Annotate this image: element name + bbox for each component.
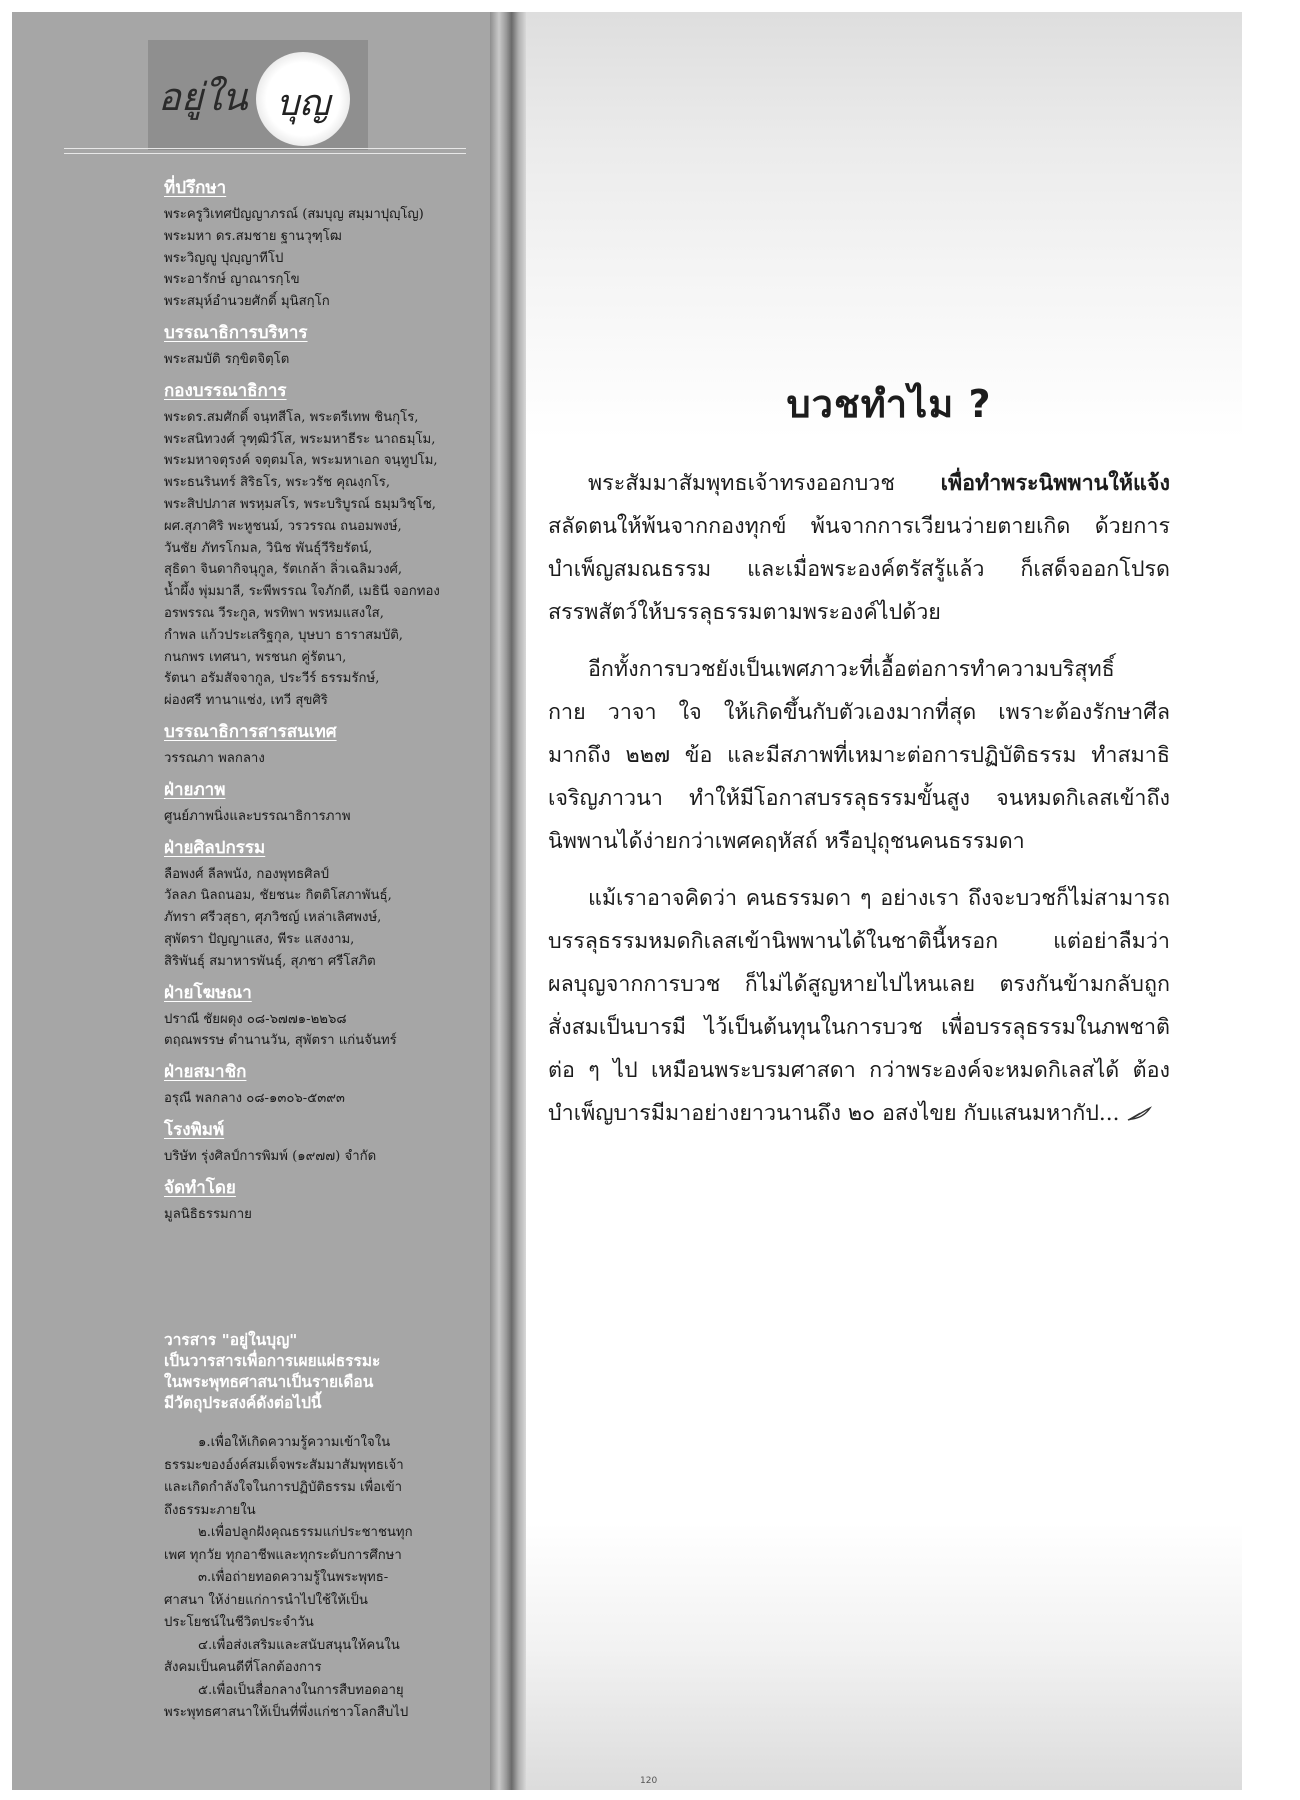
credits-section-heading: ฝ่ายภาพ — [164, 779, 226, 800]
paragraph-line: บำเพ็ญสมณธรรม และเมื่อพระองค์ตรัสรู้แล้ว ก็เสด็จออกโปรด — [548, 557, 1170, 582]
credits-line: น้ำผึ้ง พุ่มมาลี, ระพีพรรณ ใจภักดี, เมธินี จอกทอง — [164, 584, 440, 600]
logo-moon-icon — [256, 52, 350, 146]
aim-line: ประโยชน์ในชีวิตประจำวัน — [164, 1615, 314, 1630]
aim-line: ธรรมะของอ์งค์สมเด็จพระสัมมาสัมพุทธเจ้า — [164, 1457, 404, 1473]
credits-line: วันชัย ภัทรโกมล, วินิช พันธุ์วีริยรัตน์, — [164, 540, 373, 556]
paragraph-line — [548, 462, 1170, 505]
paragraph-line: มากถึง ๒๒๗ ข้อ และมีสภาพที่เหมาะต่อการปฏิบัติธรรม ทำสมาธิ — [548, 743, 1170, 768]
paragraph-line: สั่งสมเป็นบารมี ไว้เป็นต้นทุนในการบวช เพื่อบรรลุธรรมในภพชาติ — [548, 1015, 1170, 1040]
credits-line: ลือพงศ์ ลีลพนัง, กองพุทธศิลป์ — [164, 866, 329, 882]
credits-line: พระมหา ดร.สมชาย ฐานวุฑฺโฒ — [164, 228, 342, 244]
article-paragraph — [548, 648, 1170, 863]
paragraph-line: อีกทั้งการบวชยังเป็นเพศภาวะที่เอื้อต่อการทำความบริสุทธิ์ — [588, 657, 1115, 682]
aim-line: พระพุทธศาสนาให้เป็นที่พึ่งแก่ชาวโลกสืบไป — [164, 1705, 409, 1720]
credits-section-heading: ฝ่ายศิลปกรรม — [164, 837, 266, 858]
paragraph-line: สลัดตนให้พ้นจากกองทุกข์ พ้นจากการเวียนว่ายตายเกิด ด้วยการ — [548, 514, 1170, 539]
credits-line: วรรณภา พลกลาง — [164, 750, 265, 766]
aim-line: เพศ ทุกวัย ทุกอาชีพและทุกระดับการศึกษา — [164, 1547, 402, 1563]
credits-line: พระสิปปภาส พรหฺมสโร, พระบริบูรณ์ ธมฺมวิชฺโช, — [164, 496, 436, 512]
aim-line: ๒.เพื่อปลูกฝังคุณธรรมแก่ประชาชนทุก — [198, 1525, 413, 1540]
divider-line — [64, 148, 466, 149]
paragraph-line: นิพพานได้ง่ายกว่าเพศคฤหัสถ์ หรือปุถุชนคนธรรมดา — [548, 829, 1025, 854]
feather-icon — [1126, 1106, 1152, 1122]
about-magazine — [164, 1330, 474, 1725]
credits-line: อรพรรณ วีระกูล, พรทิพา พรหมแสงใส, — [164, 605, 384, 621]
credits-line: บริษัท รุ่งศิลป์การพิมพ์ (๑๙๗๗) จำกัด — [164, 1148, 377, 1164]
credits-line: พระอารักษ์ ญาณารกฺโข — [164, 272, 300, 288]
credits-line: วัลลภ นิลถนอม, ชัยชนะ กิตติโสภาพันธุ์, — [164, 888, 392, 904]
credits-line: อรุณี พลกลาง ๐๘-๑๓๐๖-๕๓๙๓ — [164, 1091, 345, 1107]
credits-section-heading: บรรณาธิการสารสนเทศ — [164, 721, 337, 742]
aim-line: ศาสนา ให้ง่ายแก่การนำไปใช้ให้เป็น — [164, 1592, 368, 1608]
paragraph-line: ผลบุญจากการบวช ก็ไม่ได้สูญหายไปไหนเลย ตรงกันข้ามกลับถูก — [548, 972, 1170, 997]
credits-section-heading: กองบรรณาธิการ — [164, 380, 287, 401]
aims-list — [164, 1432, 474, 1725]
credits-line: ศูนย์ภาพนิ่งและบรรณาธิการภาพ — [164, 808, 351, 824]
credits-line: ผศ.สุภาศิริ พะหูชนม์, วรวรรณ ถนอมพงษ์, — [164, 518, 402, 534]
paragraph-line: กาย วาจา ใจ ให้เกิดขึ้นกับตัวเองมากที่สุด เพราะต้องรักษาศีล — [548, 700, 1170, 725]
aim-line: ๓.เพื่อถ่ายทอดความรู้ในพระพุทธ- — [198, 1570, 389, 1585]
divider-line — [64, 153, 466, 154]
credits-line: ปราณี ชัยผดุง ๐๘-๖๗๗๑-๒๒๖๘ — [164, 1011, 347, 1027]
article-title: บวชทำไม ? — [786, 382, 992, 426]
aim-line: ๔.เพื่อส่งเสริมและสนับสนุนให้คนใน — [198, 1637, 400, 1653]
paragraph-line — [548, 1092, 1170, 1135]
credits-line: ผ่องศรี ทานาแช่ง, เทวี สุขศิริ — [164, 693, 328, 709]
logo-moon-word: บุญ — [276, 83, 330, 124]
about-title: มีวัตถุประสงค์ดังต่อไปนี้ — [164, 1394, 322, 1412]
credits-line: พระธนรินทร์ สิริธโร, พระวรัช คุณงฺกโร, — [164, 475, 391, 491]
aim-line: ๑.เพื่อให้เกิดความรู้ความเข้าใจใน — [198, 1435, 391, 1450]
credits-line: สุพัตรา ปัญญาแสง, พีระ แสงงาม, — [164, 931, 355, 947]
credits-line: สิริพันธุ์ สมาหารพันธุ์, สุภชา ศรีโสภิต — [164, 953, 376, 969]
credits-section-heading: ที่ปรึกษา — [164, 178, 227, 198]
paragraph-line: บรรลุธรรมหมดกิเลสเข้านิพพานได้ในชาตินี้หรอก แต่อย่าลืมว่า — [548, 929, 1170, 954]
paragraph-line: แม้เราอาจคิดว่า คนธรรมดา ๆ อย่างเรา ถึงจะบวชก็ไม่สามารถ — [588, 886, 1170, 911]
credits-line: พระมหาจตุรงค์ จตุตมโล, พระมหาเอก จนฺทูปโม, — [164, 453, 438, 469]
aim-line: และเกิดกำลังใจในการปฏิบัติธรรม เพื่อเข้า — [164, 1480, 403, 1495]
credits-section-heading: บรรณาธิการบริหาร — [164, 322, 308, 343]
article-paragraph — [548, 877, 1170, 1135]
line-text: พระสัมมาสัมพุทธเจ้าทรงออกบวช — [588, 471, 941, 496]
line-emphasis: เพื่อทำพระนิพพานให้แจ้ง — [940, 471, 1170, 496]
paragraph-line: เจริญภาวนา ทำให้มีโอกาสบรรลุธรรมขั้นสูง จนหมดกิเลสเข้าถึง — [548, 786, 1170, 811]
credits-line: พระดร.สมศักดิ์ จนฺทสีโล, พระตรีเทพ ชินกุโร, — [164, 409, 419, 425]
credits-line: มูลนิธิธรรมกาย — [164, 1206, 252, 1222]
magazine-logo — [148, 40, 368, 150]
line-text: บำเพ็ญบารมีมาอย่างยาวนานถึง ๒๐ อสงไขย กับแสนมหากัป... — [548, 1101, 1120, 1126]
credits-section-heading: ฝ่ายสมาชิก — [164, 1062, 247, 1083]
credits-line: พระครูวิเทศปัญญาภรณ์ (สมบุญ สมฺมาปุญฺโญ) — [164, 207, 424, 222]
credits-section-heading: ฝ่ายโฆษณา — [164, 982, 252, 1003]
credits-list — [164, 168, 474, 1226]
credits-section-heading: จัดทำโดย — [164, 1177, 236, 1198]
credits-line: พระวิญญู ปุญฺญาทีโป — [164, 250, 284, 266]
credits-line: ภัทรา ศรีวสุธา, ศุภวิชญ์ เหล่าเลิศพงษ์, — [164, 910, 382, 926]
about-title: เป็นวารสารเพื่อการเผยแผ่ธรรมะ — [164, 1352, 381, 1370]
credits-line: รัตนา อรัมสัจจากูล, ประวีร์ ธรรมรักษ์, — [164, 671, 380, 687]
paragraph-line: สรรพสัตว์ให้บรรลุธรรมตามพระองค์ไปด้วย — [548, 600, 941, 625]
credits-line: พระสมบัติ รกฺขิตจิตฺโต — [164, 351, 290, 367]
about-title: วารสาร "อยู่ในบุญ" — [164, 1331, 298, 1349]
article — [548, 355, 1170, 1149]
page-spine-shadow — [490, 12, 526, 1790]
article-paragraph — [548, 462, 1170, 634]
credits-line: สุธิดา จินดากิจนุกูล, รัตเกล้า ลิ่วเฉลิมวงศ์, — [164, 562, 403, 578]
credits-line: กำพล แก้วประเสริฐกุล, บุษบา ธาราสมบัติ, — [164, 627, 403, 643]
about-title: ในพระพุทธศาสนาเป็นรายเดือน — [164, 1373, 374, 1391]
logo-word: อยู่ใน — [158, 75, 248, 119]
credits-line: ตฤณพรรษ ตำนานวัน, สุพัตรา แก่นจันทร์ — [164, 1033, 397, 1049]
credits-line: พระสมุห์อำนวยศักดิ์ มุนิสกฺโก — [164, 294, 330, 310]
aim-line: ๕.เพื่อเป็นสื่อกลางในการสืบทอดอายุ — [198, 1682, 404, 1698]
credits-line: กนกพร เทศนา, พรชนก คู่รัตนา, — [164, 649, 347, 665]
credits-line: พระสนิทวงศ์ วุฑฺฒิวํโส, พระมหาธีระ นาถธมฺโม, — [164, 431, 436, 447]
aim-line: สังคมเป็นคนดีที่โลกต้องการ — [164, 1660, 322, 1675]
paragraph-line: ต่อ ๆ ไป เหมือนพระบรมศาสดา กว่าพระองค์จะหมดกิเลสได้ ต้อง — [548, 1058, 1170, 1083]
aim-line: ถึงธรรมะภายใน — [164, 1502, 256, 1518]
page-number: 120 — [640, 1776, 658, 1786]
credits-section-heading: โรงพิมพ์ — [164, 1119, 225, 1140]
